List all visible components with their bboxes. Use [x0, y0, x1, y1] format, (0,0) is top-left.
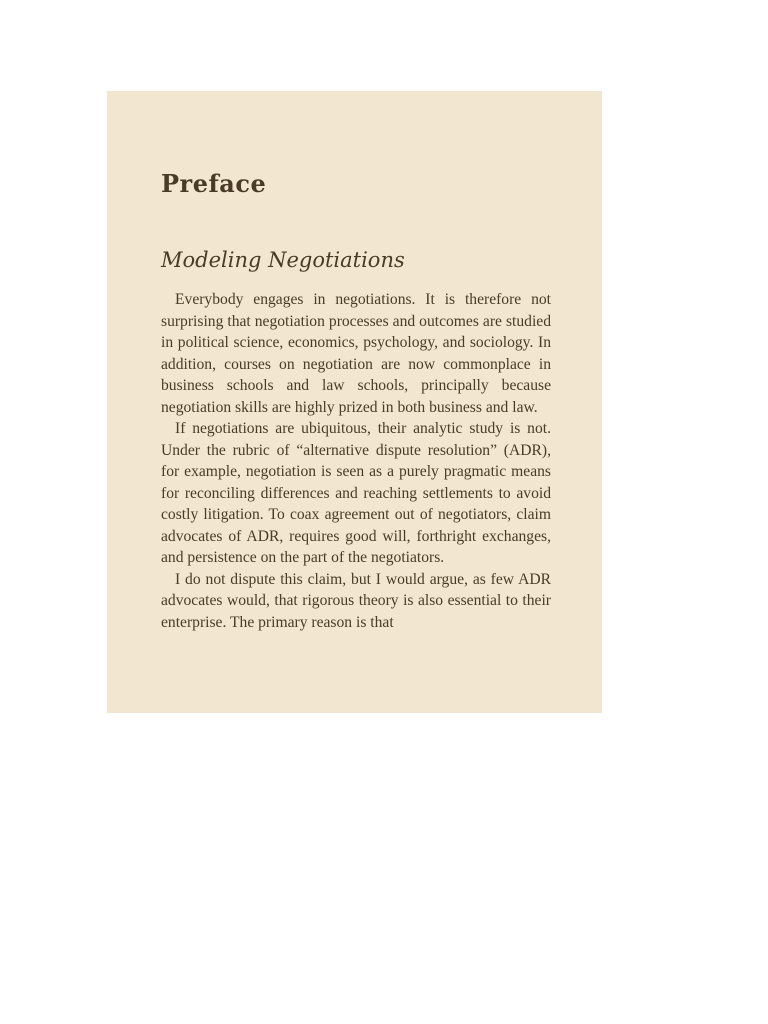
book-page	[107, 91, 602, 713]
paragraph: If negotiations are ubiquitous, their analytic study is not. Under the rubric of “alternative dispute resolution” (ADR), for example, negotiation is seen as a purely pragmatic means for reconciling differences and reaching settlements to avoid costly litigation. To coax agreement out of negotiators, claim advocates of ADR, requires good will, forthright exchanges, and persistence on the part of the negotiators.	[161, 420, 551, 566]
paragraph: I do not dispute this claim, but I would argue, as few ADR advocates would, that rigorous theory is also essential to their enterprise. The primary reason is that	[161, 570, 551, 631]
chapter-heading: Preface	[161, 169, 267, 198]
body-text	[161, 289, 551, 633]
section-title: Modeling Negotiations	[161, 248, 405, 272]
paragraph: Everybody engages in negotiations. It is therefore not surprising that negotiation processes and outcomes are studied in political science, economics, psychology, and sociology. In addition, courses on negotiation are now commonplace in business schools and law schools, principally because negotiation skills are highly prized in both business and law.	[161, 291, 551, 416]
